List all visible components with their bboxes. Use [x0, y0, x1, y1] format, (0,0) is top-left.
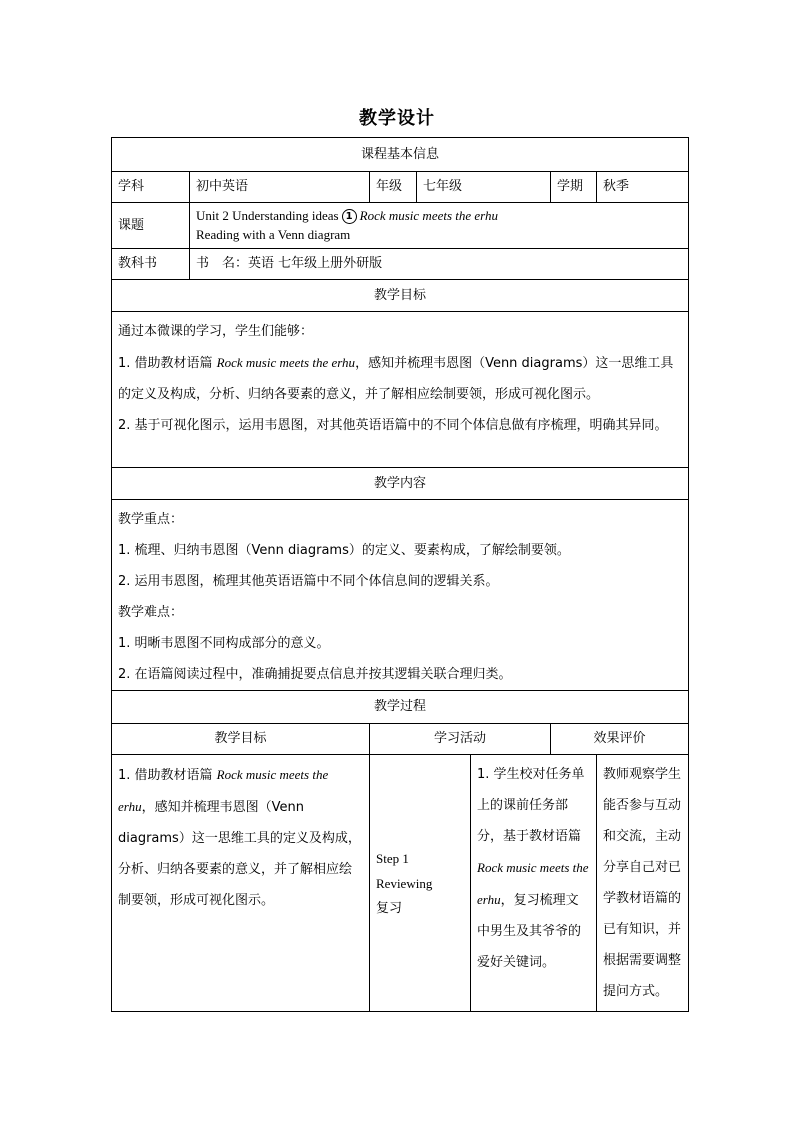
- objectives-header: 教学目标: [112, 280, 689, 312]
- objectives-intro: 通过本微课的学习，学生们能够：: [118, 324, 314, 339]
- text-title: Rock music meets the erhu: [477, 860, 589, 907]
- subject-label: 学科: [112, 172, 190, 203]
- process-activity-cell: 1. 学生校对任务单上的课前任务部分，基于教材语篇 Rock music meets the erhu，复习梳理文中男生及其爷爷的爱好关键词。: [471, 755, 597, 1012]
- topic-value: [190, 203, 689, 249]
- lesson-plan-table: [111, 137, 689, 1012]
- topic-subtitle: Reading with a Venn diagram: [196, 227, 351, 242]
- objective-item-1: 1. 借助教材语篇 Rock music meets the erhu，感知并梳理韦恩图（Venn diagrams）这一思维工具的定义及构成，分析、归纳各要素的意义，并了解相应绘制要领，形成可视化图示。: [118, 355, 674, 402]
- process-evaluation-cell: 教师观察学生能否参与互动和交流，主动分享自己对已学教材语篇的已有知识，并根据需要调整提问方式。: [597, 755, 689, 1012]
- textbook-value: 书 名：英语 七年级上册外研版: [190, 249, 689, 280]
- circled-number: 1: [342, 209, 357, 224]
- term-value: 秋季: [597, 172, 689, 203]
- process-header: 教学过程: [112, 691, 689, 724]
- key-point-1: 1. 梳理、归纳韦恩图（Venn diagrams）的定义、要素构成，了解绘制要领。: [118, 543, 570, 558]
- text-title: Rock music meets the erhu: [216, 355, 356, 370]
- text-title: Rock music meets the erhu: [118, 767, 329, 814]
- subject-value: 初中英语: [190, 172, 370, 203]
- topic-unit: Unit 2 Understanding ideas: [196, 208, 339, 223]
- difficulty-2: 2. 在语篇阅读过程中，准确捕捉要点信息并按其逻辑关联合理归类。: [118, 667, 512, 682]
- process-col-evaluation: 效果评价: [551, 724, 689, 755]
- objective-item-2: 2. 基于可视化图示，运用韦恩图，对其他英语语篇中的不同个体信息做有序梳理，明确其异同。: [118, 418, 668, 433]
- objectives-body: [112, 312, 689, 468]
- grade-value: 七年级: [417, 172, 551, 203]
- topic-label: 课题: [112, 203, 190, 249]
- process-goal-cell: 1. 借助教材语篇 Rock music meets the erhu，感知并梳理韦恩图（Venn diagrams）这一思维工具的定义及构成，分析、归纳各要素的意义，并了解相应绘制要领，形成可视化图示。: [112, 755, 370, 1012]
- page-title: 教学设计: [359, 108, 435, 129]
- content-body: [112, 500, 689, 691]
- step-number: Step 1: [376, 850, 409, 866]
- key-points-label: 教学重点：: [118, 512, 184, 527]
- textbook-label: 教科书: [112, 249, 190, 280]
- step-name-cn: 复习: [376, 900, 403, 916]
- grade-label: 年级: [370, 172, 417, 203]
- topic-text-title: Rock music meets the erhu: [359, 208, 499, 223]
- process-step-cell: [370, 755, 471, 1012]
- term-label: 学期: [551, 172, 597, 203]
- process-col-goal: 教学目标: [112, 724, 370, 755]
- content-header: 教学内容: [112, 468, 689, 500]
- difficulty-label: 教学难点：: [118, 605, 184, 620]
- process-col-activity: 学习活动: [370, 724, 551, 755]
- basic-info-header: 课程基本信息: [112, 138, 689, 172]
- step-name: Reviewing: [376, 875, 433, 891]
- difficulty-1: 1. 明晰韦恩图不同构成部分的意义。: [118, 636, 330, 651]
- key-point-2: 2. 运用韦恩图，梳理其他英语语篇中不同个体信息间的逻辑关系。: [118, 574, 499, 589]
